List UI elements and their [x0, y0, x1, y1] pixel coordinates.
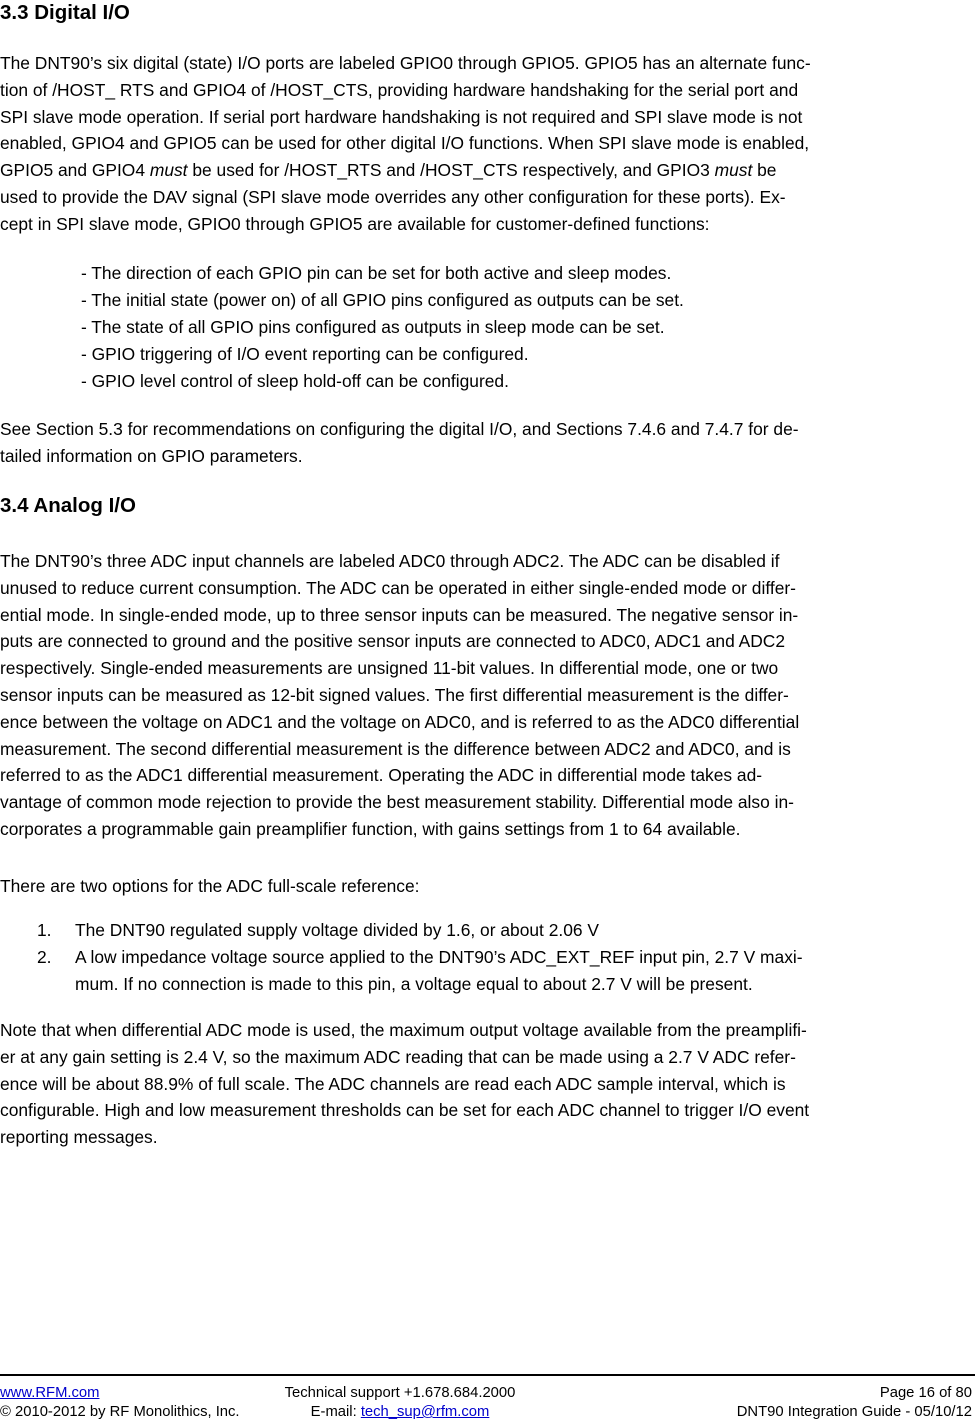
text-line: enabled, GPIO4 and GPIO5 can be used for other digital I/O functions. When SPI slave mode is enabled,: [0, 133, 810, 154]
website-link[interactable]: www.RFM.com: [0, 1385, 100, 1401]
text-line: tailed information on GPIO parameters.: [0, 445, 303, 466]
emphasis-must: must: [714, 160, 753, 181]
text-line: used to provide the DAV signal (SPI slave mode overrides any other configuration for these ports). Ex-: [0, 186, 786, 207]
text-line: mum. If no connection is made to this pin, a voltage equal to about 2.7 V will be present.: [75, 974, 753, 994]
email-label: E-mail:: [310, 1404, 361, 1420]
text-line: cept in SPI slave mode, GPIO0 through GPIO5 are available for customer-defined functions:: [0, 213, 710, 234]
text-line: There are two options for the ADC full-scale reference:: [0, 876, 420, 896]
text-line: referred to as the ADC1 differential measurement. Operating the ADC in differential mode takes ad-: [0, 765, 763, 786]
text-line: er at any gain setting is 2.4 V, so the maximum ADC reading that can be made using a 2.7 V ADC refer-: [0, 1046, 796, 1067]
text-line: tion of /HOST_ RTS and GPIO4 of /HOST_CTS, providing hardware handshaking for the serial port and: [0, 79, 799, 100]
text-line: corporates a programmable gain preamplifier function, with gains settings from 1 to 64 available.: [0, 818, 741, 839]
paragraph-analog-io-intro: [0, 548, 799, 843]
support-email: [0, 1403, 800, 1422]
section-heading-digital-io: 3.3 Digital I/O: [0, 1, 130, 24]
list-item: - The state of all GPIO pins configured as outputs in sleep mode can be set.: [81, 317, 665, 338]
numbered-item-2: [37, 944, 803, 998]
text-line: vantage of common mode rejection to provide the best measurement stability. Differential mode also in-: [0, 792, 794, 813]
paragraph-see-section: [0, 416, 799, 470]
gpio-feature-list: [81, 260, 684, 395]
text-run: be used for /HOST_RTS and /HOST_CTS respectively, and GPIO3: [187, 160, 715, 181]
text-line: unused to reduce current consumption. The ADC can be operated in either single-ended mode or differ-: [0, 577, 796, 598]
reference-options-list: [37, 917, 803, 998]
paragraph-differential-note: [0, 1017, 809, 1151]
page-number: Page 16 of 80: [879, 1385, 972, 1401]
text-line: See Section 5.3 for recommendations on configuring the digital I/O, and Sections 7.4.6 and 7.4.7 for de-: [0, 419, 799, 439]
numbered-item-1: [37, 917, 803, 944]
emphasis-must: must: [149, 160, 188, 181]
text-line: Note that when differential ADC mode is used, the maximum output voltage available from the preamplifi-: [0, 1020, 807, 1040]
email-link[interactable]: tech_sup@rfm.com: [360, 1404, 490, 1420]
text-line: The DNT90’s three ADC input channels are labeled ADC0 through ADC2. The ADC can be disabled if: [0, 551, 780, 571]
item-number: 1.: [37, 920, 52, 940]
text-line: A low impedance voltage source applied to the DNT90’s ADC_EXT_REF input pin, 2.7 V maxi-: [75, 947, 803, 967]
text-line: ence between the voltage on ADC1 and the voltage on ADC0, and is referred to as the ADC0 differential: [0, 711, 800, 732]
text-line: measurement. The second differential measurement is the difference between ADC2 and ADC0, and is: [0, 738, 791, 759]
list-item: - GPIO triggering of I/O event reporting can be configured.: [81, 344, 529, 365]
text-line: ential mode. In single-ended mode, up to three sensor inputs can be measured. The negative sensor in-: [0, 604, 799, 625]
text-line: [0, 157, 811, 184]
list-item: - GPIO level control of sleep hold-off can be configured.: [81, 371, 509, 392]
text-line: configurable. High and low measurement thresholds can be set for each ADC channel to trigger I/O event: [0, 1100, 810, 1121]
page-footer: [0, 1384, 975, 1422]
section-heading-analog-io: 3.4 Analog I/O: [0, 494, 136, 517]
list-item: - The initial state (power on) of all GPIO pins configured as outputs can be set.: [81, 290, 684, 311]
text-line: The DNT90 regulated supply voltage divided by 1.6, or about 2.06 V: [75, 920, 599, 940]
text-line: respectively. Single-ended measurements are unsigned 11-bit values. In differential mode, one or two: [0, 658, 779, 679]
footer-divider: [0, 1374, 975, 1376]
list-item: - The direction of each GPIO pin can be set for both active and sleep modes.: [81, 263, 672, 283]
text-run: be: [752, 160, 777, 181]
paragraph-digital-io-intro: [0, 50, 811, 238]
text-line: reporting messages.: [0, 1127, 158, 1148]
text-run: GPIO5 and GPIO4: [0, 160, 150, 181]
paragraph-reference-options: [0, 873, 420, 900]
text-line: The DNT90’s six digital (state) I/O ports are labeled GPIO0 through GPIO5. GPIO5 has an alternate func-: [0, 53, 811, 73]
document-info: DNT90 Integration Guide - 05/10/12: [736, 1404, 972, 1420]
text-line: sensor inputs can be measured as 12-bit signed values. The first differential measurement is the differ-: [0, 684, 789, 705]
copyright: © 2010-2012 by RF Monolithics, Inc.: [0, 1404, 240, 1420]
text-line: ence will be about 88.9% of full scale. The ADC channels are read each ADC sample interval, which is: [0, 1073, 786, 1094]
text-line: SPI slave mode operation. If serial port hardware handshaking is not required and SPI slave mode is not: [0, 106, 803, 127]
support-phone: Technical support +1.678.684.2000: [284, 1385, 516, 1401]
item-number: 2.: [37, 947, 52, 967]
text-line: puts are connected to ground and the positive sensor inputs are connected to ADC0, ADC1 and ADC2: [0, 631, 786, 652]
